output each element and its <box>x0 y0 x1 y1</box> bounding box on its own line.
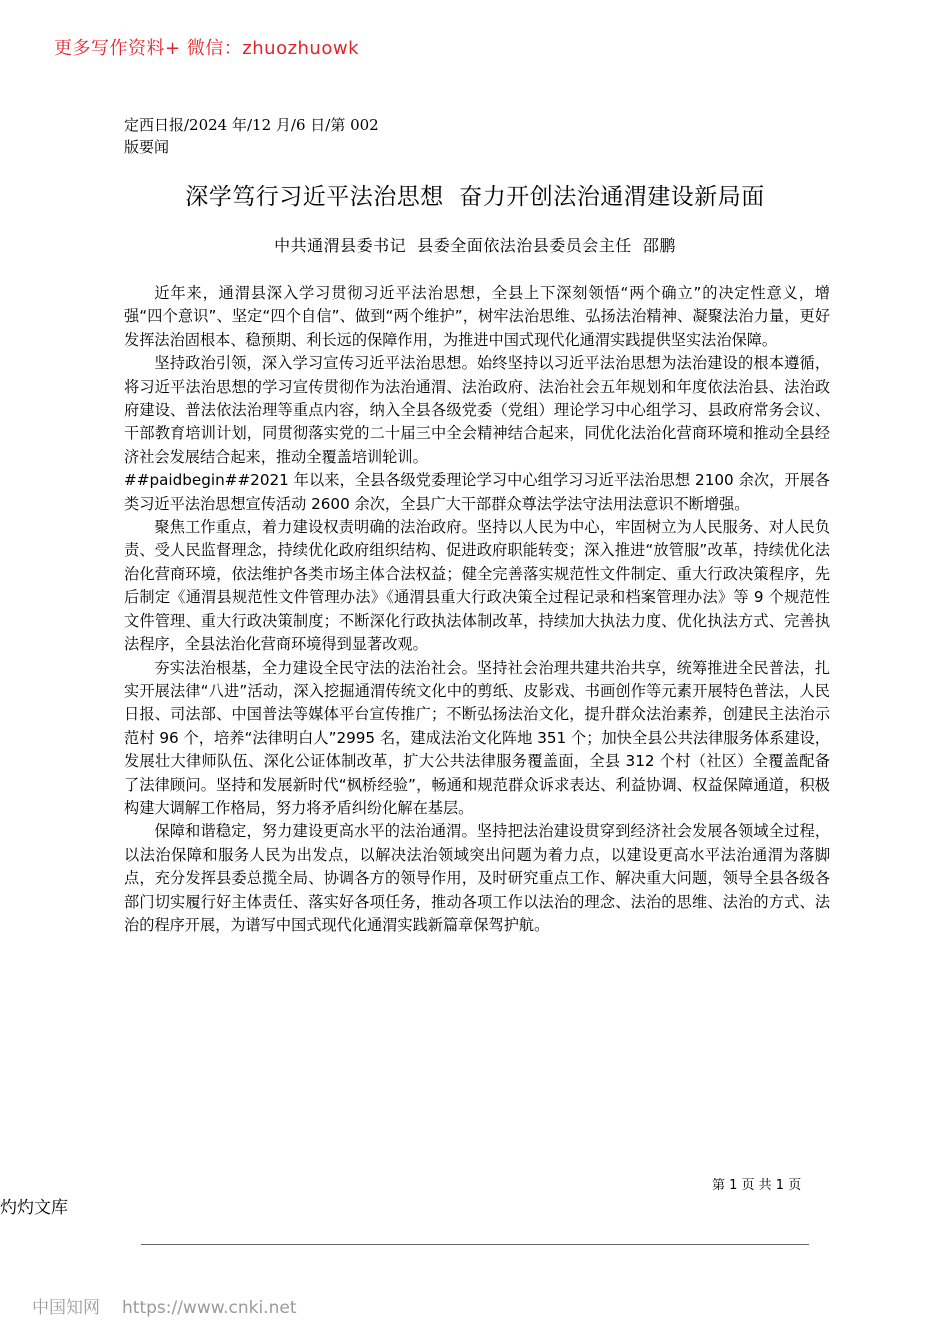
source-info <box>124 114 379 158</box>
source-line: 定西日报/2024 年/12 月/6 日/第 002 <box>124 116 379 134</box>
article-title: 深学笃行习近平法治思想 奋力开创法治通渭建设新局面 <box>185 184 765 210</box>
footer-url[interactable]: https://www.cnki.net <box>122 1298 297 1318</box>
page-number: 第 1 页 共 1 页 <box>712 1178 802 1193</box>
footer-watermark <box>32 1293 296 1318</box>
footer-divider <box>141 1244 809 1245</box>
article-author: 中共通渭县委书记 县委全面依法治县委员会主任 邵鹏 <box>274 236 676 255</box>
footer-brand: 中国知网 <box>32 1298 100 1318</box>
paragraph: 聚焦工作重点，着力建设权责明确的法治政府。坚持以人民为中心，牢固树立为人民服务、对人民负责、受人民监督理念，持续优化政府组织结构、促进政府职能转变；深入推进“放管服”改革，持续优化法治化营商环境，依法维护各类市场主体合法权益；健全完善落实规范性文件制定、重大行政决策程序，先后制定《通渭县规范性文件管理办法》《通渭县重大行政决策全过程记录和档案管理办法》等 9 个规范性文件管理、重大行政决策制度；不断深化行政执法体制改革，持续加大执法力度、优化执法方式、完善执法程序，全县法治化营商环境得到显著改观。 <box>124 518 830 654</box>
article-body <box>124 282 830 937</box>
paragraph: 夯实法治根基，全力建设全民守法的法治社会。坚持社会治理共建共治共享，统筹推进全民普法，扎实开展法律“八进”活动，深入挖掘通渭传统文化中的剪纸、皮影戏、书画创作等元素开展特色普法，人民日报、司法部、中国普法等媒体平台宣传推广；不断弘扬法治文化，提升群众法治素养，创建民主法治示范村 96 个，培养“法律明白人”2995 名，建成法治文化阵地 351 个；加快全县公共法律服务体系建设，发展壮大律师队伍、深化公证体制改革，扩大公共法律服务覆盖面，全县 312 个村（社区）全覆盖配备了法律顾问。坚持和发展新时代“枫桥经验”，畅通和规范群众诉求表达、利益协调、权益保障通道，积极构建大调解工作格局，努力将矛盾纠纷化解在基层。 <box>124 658 830 817</box>
paragraph: ##paidbegin##2021 年以来，全县各级党委理论学习中心组学习习近平法治思想 2100 余次，开展各类习近平法治思想宣传活动 2600 余次，全县广大干部群众尊法学法守法用法意识不断增强。 <box>124 471 830 513</box>
library-label: 灼灼文库 <box>0 1198 68 1218</box>
paragraph: 保障和谐稳定，努力建设更高水平的法治通渭。坚持把法治建设贯穿到经济社会发展各领域全过程，以法治保障和服务人民为出发点，以解决法治领域突出问题为着力点，以建设更高水平法治通渭为落脚点，充分发挥县委总揽全局、协调各方的领导作用，及时研究重点工作、解决重大问题，领导全县各级各部门切实履行好主体责任、落实好各项任务，推动各项工作以法治的理念、法治的思维、法治的方式、法治的程序开展，为谱写中国式现代化通渭实践新篇章保驾护航。 <box>124 822 830 934</box>
section-line: 版要闻 <box>124 138 170 156</box>
paragraph: 近年来，通渭县深入学习贯彻习近平法治思想，全县上下深刻领悟“两个确立”的决定性意义，增强“四个意识”、坚定“四个自信”、做到“两个维护”，树牢法治思维、弘扬法治精神、凝聚法治力量，更好发挥法治固根本、稳预期、利长远的保障作用，为推进中国式现代化通渭实践提供坚实法治保障。 <box>124 284 830 349</box>
paragraph: 坚持政治引领，深入学习宣传习近平法治思想。始终坚持以习近平法治思想为法治建设的根本遵循，将习近平法治思想的学习宣传贯彻作为法治通渭、法治政府、法治社会五年规划和年度依法治县、法治政府建设、普法依法治理等重点内容，纳入全县各级党委（党组）理论学习中心组学习、县政府常务会议、干部教育培训计划，同贯彻落实党的二十届三中全会精神结合起来，同优化法治化营商环境和推动全县经济社会发展结合起来，推动全覆盖培训轮训。 <box>124 354 830 466</box>
promo-banner: 更多写作资料+ 微信：zhuozhuowk <box>54 38 360 59</box>
